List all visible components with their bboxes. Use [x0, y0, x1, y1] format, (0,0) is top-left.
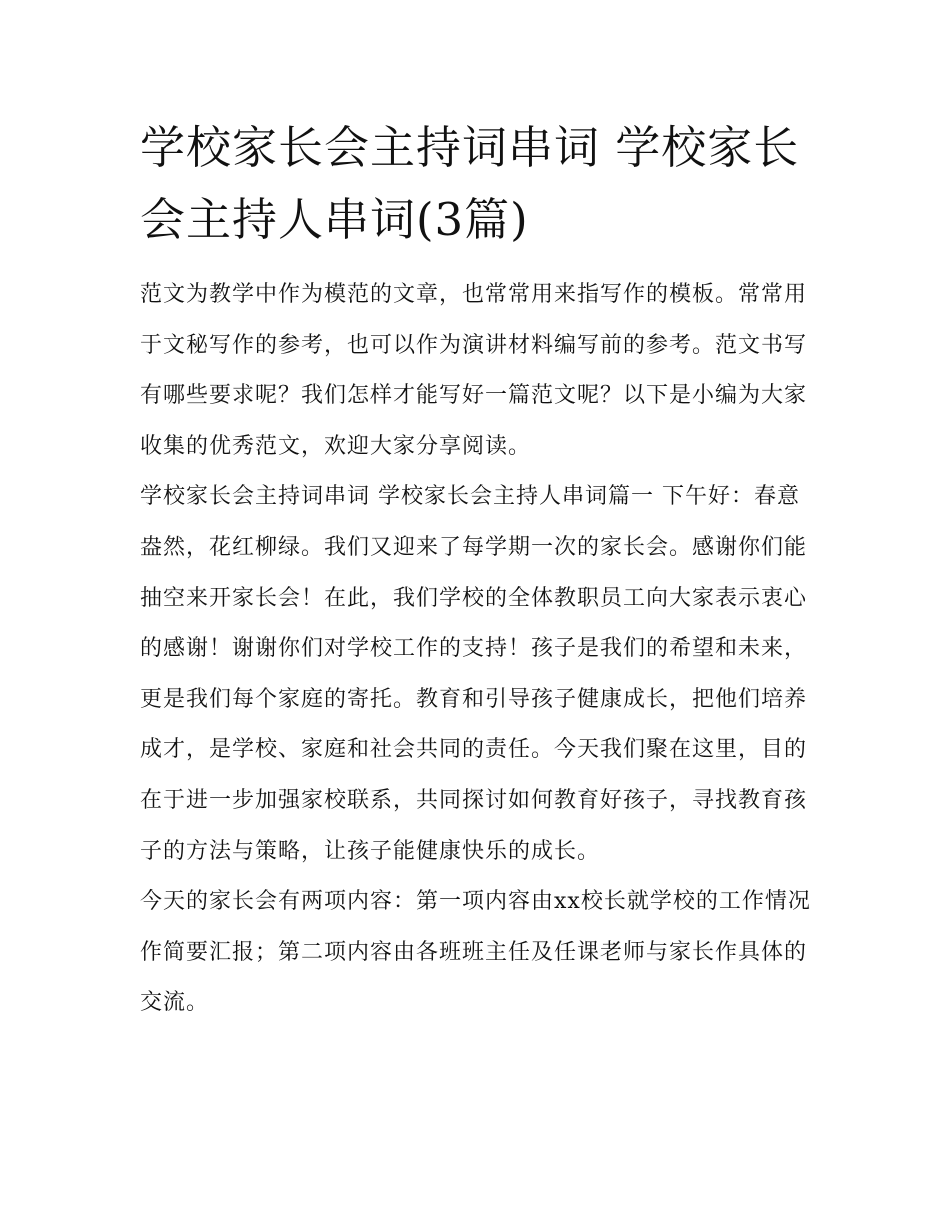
speech-paragraph: 学校家长会主持词串词 学校家长会主持人串词篇一 下午好：春意盎然，花红柳绿。我们又迎来了每学期一次的家长会。感谢你们能抽空来开家长会！在此，我们学校的全体教职员工向大家表示衷心的感谢！谢谢你们对学校工作的支持！孩子是我们的希望和未来，更是我们每个家庭的寄托。教育和引导孩子健康成长，把他们培养成才，是学校、家庭和社会共同的责任。今天我们聚在这里，目的在于进一步加强家校联系，共同探讨如何教育好孩子，寻找教育孩子的方法与策略，让孩子能健康快乐的成长。: [140, 484, 808, 864]
intro-paragraph: 范文为教学中作为模范的文章，也常常用来指写作的模板。常常用于文秘写作的参考，也可以作为演讲材料编写前的参考。范文书写有哪些要求呢？我们怎样才能写好一篇范文呢？以下是小编为大家收集的优秀范文，欢迎大家分享阅读。: [140, 282, 808, 459]
agenda-paragraph: 今天的家长会有两项内容：第一项内容由xx校长就学校的工作情况作简要汇报；第二项内容由各班班主任及任课老师与家长作具体的交流。: [140, 889, 811, 1016]
document-body: [140, 112, 812, 1029]
document-title: 学校家长会主持词串词 学校家长会主持人串词(3篇): [140, 121, 800, 246]
